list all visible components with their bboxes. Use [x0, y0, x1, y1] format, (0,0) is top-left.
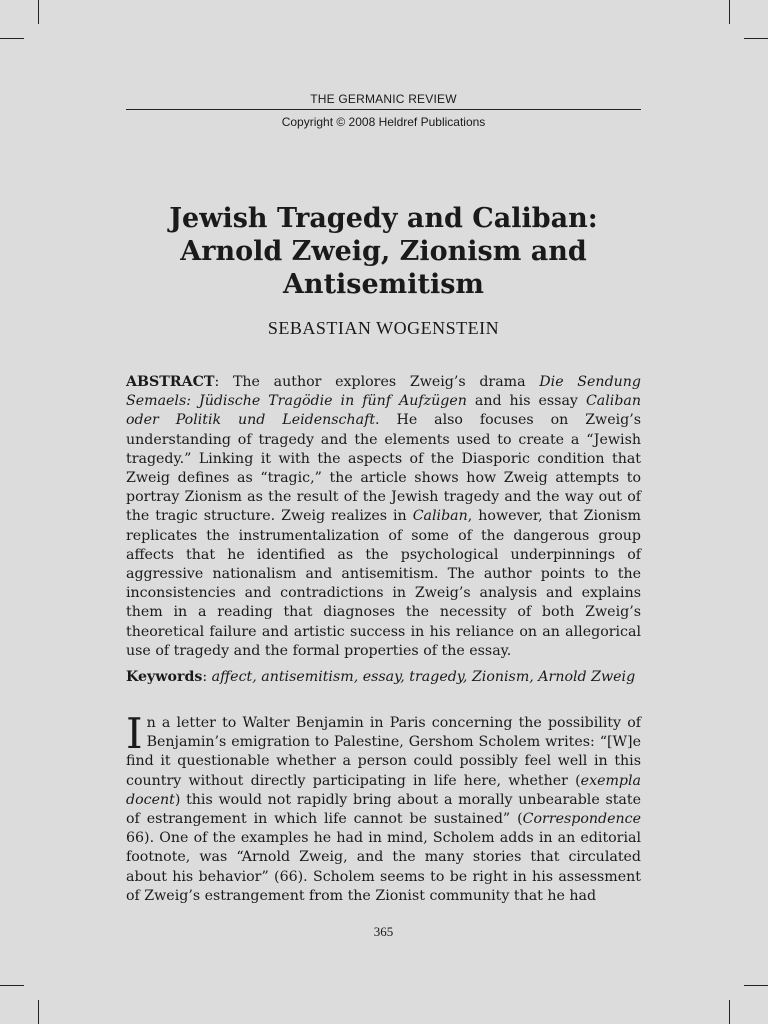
crop-mark [38, 1000, 39, 1024]
crop-mark [38, 0, 39, 24]
abstract-text: . He also focuses on Zweig’s understanding of tragedy and the elements used to create a “Jewish tragedy.” Linking it with the aspects of the Diasporic condition that Zweig defines as “tragic,” the article shows how Zweig attempts to portray Zionism as the result of the Jewish tragedy and the way out of the tragic structure. Zweig realizes in [126, 412, 641, 525]
crop-mark [744, 985, 768, 986]
abstract-text: : The author explores Zweig’s drama [214, 374, 540, 390]
journal-name: THE GERMANIC REVIEW [310, 92, 457, 106]
abstract-text: and his essay [466, 393, 586, 410]
body-paragraph: 66). One of the examples he had in mind, Scholem adds in an editorial footnote, was “Arnold Zweig, and the many stories that circulated about his behavior” (66). Scholem seems to be right in his assessment of Zweig’s estrangement from the Zionist community that he had [126, 830, 641, 904]
crop-mark [729, 1000, 730, 1024]
body-paragraph: n a letter to Walter Benjamin in Paris concerning the possibility of Benjamin’s emigration to Palestine, Gershom Scholem writes: “[W]e find it questionable whether a person could possibly feel well in this country without directly participating in life here, whether ( [126, 715, 641, 789]
drama-title: Die Sendung Semaels: Jüdische Tragödie in fünf Aufzügen [126, 374, 642, 410]
page-number: 365 [373, 924, 394, 939]
body-text [126, 709, 641, 906]
title-line: Arnold Zweig, Zionism and [180, 236, 587, 267]
keywords-label: Keywords [126, 669, 203, 685]
crop-mark [0, 985, 24, 986]
essay-title: Caliban oder Politik und Leidenschaft [126, 393, 642, 429]
author-name: SEBASTIAN WOGENSTEIN [267, 318, 500, 338]
citation-title: Correspondence [522, 811, 641, 828]
abstract-label: ABSTRACT [126, 374, 215, 390]
essay-title-short: Caliban [412, 508, 468, 525]
body-paragraph: ) this would not rapidly bring about a morally unbearable state of estrangement in which life cannot be sustained” ( [126, 791, 641, 828]
copyright-line: Copyright © 2008 Heldref Publications [281, 115, 486, 129]
latin-phrase: exempla docent [126, 772, 641, 808]
crop-mark [0, 38, 24, 39]
keywords-separator: : [202, 669, 212, 685]
crop-mark [744, 38, 768, 39]
article-title [126, 202, 641, 301]
abstract-text: , however, that Zionism replicates the instrumentalization of some of the dangerous group affects that he identified as the psychological underpinnings of aggressive nationalism and antisemitism. The author points to the inconsistencies and contradictions in Zweig’s analysis and explains them in a reading that diagnoses the necessity of both Zweig’s theoretical failure and artistic success in his reliance on an allegorical use of tragedy and the formal properties of the essay. [126, 508, 642, 659]
abstract [126, 373, 641, 661]
title-line: Antisemitism [282, 269, 484, 300]
keywords-list: affect, antisemitism, essay, tragedy, Zionism, Arnold Zweig [211, 669, 636, 685]
header-rule [126, 109, 641, 110]
drop-cap: I [126, 709, 143, 758]
running-header [126, 92, 641, 129]
title-line: Jewish Tragedy and Caliban: [169, 203, 598, 234]
keywords [126, 668, 641, 687]
crop-mark [729, 0, 730, 24]
